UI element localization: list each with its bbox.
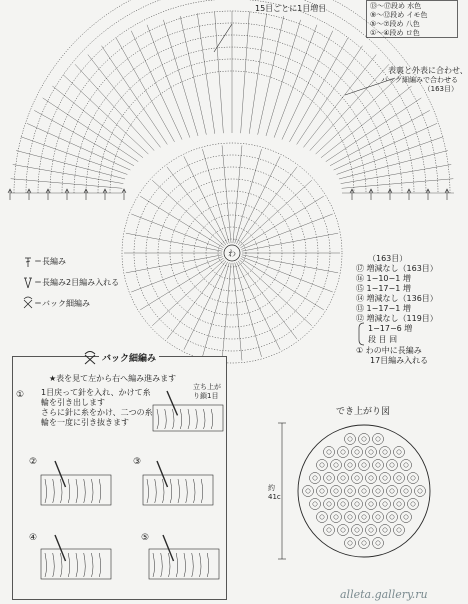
motif-center: [313, 476, 317, 480]
motif-center: [390, 489, 394, 493]
step-number: ④: [29, 533, 38, 543]
motif: [373, 538, 384, 549]
motif: [387, 460, 398, 471]
round-row: ⑫ 増減なし（119目）: [356, 314, 438, 323]
motif: [366, 499, 377, 510]
motif: [359, 538, 370, 549]
motif-center: [369, 476, 373, 480]
motif-center: [383, 528, 387, 532]
motif-center: [355, 450, 359, 454]
step1-label: 立ち上がり鎖1目: [193, 383, 221, 400]
step1-text: 輪を引き出します: [41, 398, 105, 407]
motif-center: [397, 476, 401, 480]
motif-center: [306, 489, 310, 493]
step-number: ①: [16, 390, 25, 400]
motif-center: [369, 450, 373, 454]
motif: [408, 473, 419, 484]
motif: [387, 486, 398, 497]
step1-text: さらに針に糸をかけ、二つの糸: [41, 408, 153, 417]
motif: [338, 473, 349, 484]
motif: [380, 473, 391, 484]
motif: [352, 447, 363, 458]
howto-illustrations: [13, 357, 228, 601]
motif: [303, 486, 314, 497]
motif-center: [411, 476, 415, 480]
motif-center: [320, 489, 324, 493]
motif: [394, 499, 405, 510]
motif-center: [348, 463, 352, 467]
motif: [359, 434, 370, 445]
motif-center: [390, 515, 394, 519]
motif-center: [404, 515, 408, 519]
motif: [366, 447, 377, 458]
motif-center: [341, 502, 345, 506]
motif: [345, 486, 356, 497]
callout-leader: [214, 24, 232, 52]
motif: [324, 447, 335, 458]
motif-center: [355, 502, 359, 506]
motif: [345, 460, 356, 471]
motif-center: [376, 541, 380, 545]
motif: [310, 473, 321, 484]
motif: [373, 460, 384, 471]
motif: [317, 512, 328, 523]
motif-center: [334, 515, 338, 519]
motif-center: [355, 476, 359, 480]
motif-center: [376, 515, 380, 519]
motif: [401, 486, 412, 497]
motif: [310, 499, 321, 510]
round-bracket: [356, 322, 366, 346]
legend-row: ①〜④段め ロ色: [370, 29, 420, 37]
backstitch-note-1: 表裏と外表に合わせ、: [388, 66, 468, 75]
motif: [373, 434, 384, 445]
round-row: ⑮ 1−17−1 増: [356, 284, 411, 293]
motif-center: [341, 528, 345, 532]
step-number: ②: [29, 457, 38, 467]
motif: [387, 512, 398, 523]
motif: [338, 447, 349, 458]
motif-center: [327, 528, 331, 532]
motif-center: [327, 476, 331, 480]
increase-callout: 15目ごとに1目増目: [255, 4, 327, 13]
legend-row: ⑤〜⑦段め 八色: [370, 20, 420, 28]
round-row: ⑯ 1−10−1 増: [356, 274, 411, 283]
round-row: ⑬ 1−17−1 増: [356, 304, 411, 313]
motif: [373, 512, 384, 523]
motif-center: [327, 502, 331, 506]
motif-center: [320, 463, 324, 467]
finished-size-label: 約41c: [268, 484, 281, 501]
motif: [394, 525, 405, 536]
legend-row: ⑬〜⑰段め 水色: [370, 2, 422, 10]
symbol-legend: [22, 256, 142, 326]
motif: [317, 460, 328, 471]
motif: [317, 486, 328, 497]
motif: [380, 447, 391, 458]
finished-title: でき上がり図: [336, 407, 391, 417]
motif-center: [383, 502, 387, 506]
motif-center: [397, 528, 401, 532]
motif: [324, 499, 335, 510]
round-row: 17目編み入れる: [370, 356, 429, 365]
motif: [338, 525, 349, 536]
motif-center: [383, 450, 387, 454]
round-row: ⑰ 増減なし（163目）: [356, 264, 438, 273]
motif-center: [418, 489, 422, 493]
motif-center: [397, 502, 401, 506]
motif: [373, 486, 384, 497]
motif-center: [348, 437, 352, 441]
motif: [331, 512, 342, 523]
motif: [366, 525, 377, 536]
motif-center: [390, 463, 394, 467]
motif: [331, 460, 342, 471]
round-row: ⑭ 増減なし（136目）: [356, 294, 438, 303]
motif-center: [348, 489, 352, 493]
motif-center: [355, 528, 359, 532]
motif-center: [376, 437, 380, 441]
motif-center: [397, 450, 401, 454]
motif-center: [369, 502, 373, 506]
motif: [359, 460, 370, 471]
motif: [324, 525, 335, 536]
callout-leader: [345, 78, 395, 95]
motif-center: [320, 515, 324, 519]
motif-center: [341, 450, 345, 454]
backstitch-howto-panel: [12, 356, 227, 600]
motif-center: [327, 450, 331, 454]
motif: [359, 486, 370, 497]
motif: [394, 473, 405, 484]
motif: [415, 486, 426, 497]
motif: [408, 499, 419, 510]
motif-center: [362, 515, 366, 519]
motif: [366, 473, 377, 484]
step-number: ⑤: [141, 533, 150, 543]
motif-center: [341, 476, 345, 480]
finished-mat-diagram: [280, 415, 430, 565]
howto-subtitle: ★表を見て左から右へ編み進みます: [49, 374, 177, 383]
round-table: [356, 254, 456, 369]
motif-center: [404, 489, 408, 493]
motif-center: [383, 476, 387, 480]
howto-title: バック細編み: [99, 354, 159, 365]
motif: [345, 512, 356, 523]
motif: [345, 538, 356, 549]
motif: [352, 525, 363, 536]
motif-center: [376, 489, 380, 493]
motif: [352, 473, 363, 484]
motif-center: [334, 489, 338, 493]
step1-text: 輪を一度に引き抜きます: [41, 418, 129, 427]
motif-center: [334, 463, 338, 467]
motif: [338, 499, 349, 510]
legend-dc: ＝長編み: [34, 257, 66, 266]
motif: [324, 473, 335, 484]
step1-text: 1目戻って針を入れ、かけて糸: [41, 388, 151, 397]
motif: [394, 447, 405, 458]
motif-center: [404, 463, 408, 467]
motif-center: [348, 541, 352, 545]
motif-center: [348, 515, 352, 519]
motif-center: [362, 437, 366, 441]
round-row: ① わの中に長編み: [356, 346, 422, 355]
motif-center: [362, 489, 366, 493]
round-row: 1−17−6 増: [368, 324, 413, 333]
motif: [380, 525, 391, 536]
backstitch-note-2: バック細編みで合わせる（163目）: [381, 76, 458, 93]
magic-ring-label: わ: [228, 249, 236, 258]
legend-row: ⑨〜⑫段め イモ色: [370, 11, 428, 19]
motif-center: [362, 463, 366, 467]
motif: [380, 499, 391, 510]
round-row: （163目）: [368, 254, 408, 263]
motif: [401, 460, 412, 471]
legend-back-sc: ＝バック細編み: [34, 299, 90, 308]
legend-dc2inc: ＝長編み2目編み入れる: [34, 278, 120, 287]
motif: [359, 512, 370, 523]
motif-center: [411, 502, 415, 506]
motif: [352, 499, 363, 510]
motif-center: [362, 541, 366, 545]
motif: [345, 434, 356, 445]
motif-center: [376, 463, 380, 467]
motif-center: [369, 528, 373, 532]
watermark: alleta.gallery.ru: [340, 588, 428, 601]
motif: [331, 486, 342, 497]
round-row: 段 目 回: [368, 335, 398, 344]
motif-center: [313, 502, 317, 506]
motif: [401, 512, 412, 523]
step-number: ③: [133, 457, 142, 467]
